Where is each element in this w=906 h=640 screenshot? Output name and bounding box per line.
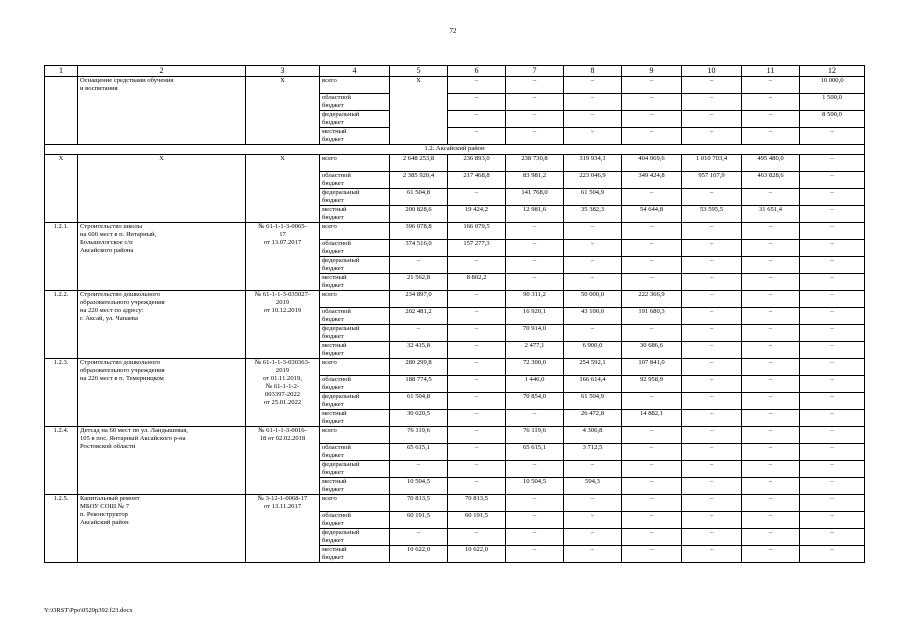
value-cell: – [564,240,622,257]
column-header: 8 [564,66,622,77]
table-row [45,223,865,240]
value-cell: – [742,393,800,410]
funding-source: местный бюджет [320,546,390,563]
value-cell: – [800,223,865,240]
value-cell: – [448,376,506,393]
value-cell: – [622,325,682,342]
value-cell: 65 615,1 [390,444,448,461]
funding-source: всего [320,291,390,308]
value-cell: – [390,529,448,546]
value-cell: 222 366,9 [622,291,682,308]
column-header: 11 [742,66,800,77]
value-cell: – [742,308,800,325]
value-cell: 141 768,0 [506,189,564,206]
value-cell: – [506,77,564,94]
funding-source: федеральный бюджет [320,325,390,342]
funding-source: всего [320,427,390,444]
value-cell: 50 000,0 [564,291,622,308]
row-number: 1.2.3. [45,359,78,427]
value-cell: – [800,308,865,325]
value-cell: 404 069,6 [622,155,682,172]
funding-source: всего [320,77,390,94]
value-cell: 61 504,8 [390,393,448,410]
table-row [45,495,865,512]
column-header: 12 [800,66,865,77]
value-cell: – [800,128,865,145]
value-cell: – [506,240,564,257]
value-cell: – [682,223,742,240]
value-cell: 10 622,0 [390,546,448,563]
value-cell: – [682,478,742,495]
value-cell: 26 472,8 [564,410,622,427]
funding-source: местный бюджет [320,206,390,223]
value-cell: – [448,359,506,376]
value-cell: – [682,257,742,274]
value-cell: – [390,325,448,342]
value-cell: 30 020,5 [390,410,448,427]
value-cell: 1 446,0 [506,376,564,393]
value-cell: – [448,189,506,206]
value-cell: – [742,342,800,359]
funding-source: федеральный бюджет [320,529,390,546]
value-cell: 957 107,9 [682,172,742,189]
value-cell: – [564,94,622,111]
value-cell: – [564,77,622,94]
value-cell: – [564,512,622,529]
page-number: 72 [449,27,457,35]
value-cell: 157 277,3 [448,240,506,257]
funding-source: федеральный бюджет [320,393,390,410]
value-cell: 12 981,6 [506,206,564,223]
value-cell: 254 592,1 [564,359,622,376]
value-cell: – [742,444,800,461]
value-cell: – [448,77,506,94]
object-name: Строительство дошкольного образовательного учреждения на 220 мест по адресу: г. Аксай, ул. Чапаева [78,291,246,359]
column-header: 5 [390,66,448,77]
value-cell: – [506,410,564,427]
value-cell: – [742,128,800,145]
value-cell: – [742,325,800,342]
funding-source: всего [320,155,390,172]
value-cell: – [682,94,742,111]
value-cell: – [682,461,742,478]
value-cell: 396 078,8 [390,223,448,240]
value-cell: – [448,444,506,461]
value-cell: – [682,376,742,393]
value-cell: 202 481,2 [390,308,448,325]
value-cell: – [742,478,800,495]
value-cell: – [742,257,800,274]
value-cell: 10 000,0 [800,77,865,94]
value-cell: 90 311,2 [506,291,564,308]
value-cell: – [800,155,865,172]
value-cell: – [742,427,800,444]
funding-source: областной бюджет [320,308,390,325]
funding-source: федеральный бюджет [320,111,390,128]
value-cell: – [682,189,742,206]
section-title: 1.2. Аксайский район [45,145,865,155]
value-cell: – [448,410,506,427]
value-cell: 191 680,3 [622,308,682,325]
object-name: Детсад на 60 мест по ул. Ландышевая, 105 в пос. Янтарный Аксайского р-на Ростовской области [78,427,246,495]
value-cell: – [622,189,682,206]
section-row [45,145,865,155]
value-cell: 61 504,9 [564,189,622,206]
funding-source: областной бюджет [320,444,390,461]
value-cell: – [800,172,865,189]
value-cell: 234 897,0 [390,291,448,308]
value-cell: 238 730,8 [506,155,564,172]
value-cell: – [742,529,800,546]
value-cell: – [506,223,564,240]
value-cell: 19 424,2 [448,206,506,223]
value-cell: – [800,189,865,206]
value-cell: – [448,291,506,308]
row-number: 1.2.5. [45,495,78,563]
value-cell: – [564,529,622,546]
value-cell: 10 504,5 [506,478,564,495]
value-cell: – [564,128,622,145]
value-cell: – [742,274,800,291]
object-name: Строительство школы на 600 мест в п. Янтарный, Большелогское с/п Аксайского района [78,223,246,291]
table-row [45,155,865,172]
value-cell: – [622,393,682,410]
document-number: № 61-1-1-3-0016- 18 от 02.02.2018 [246,427,320,495]
column-header: 1 [45,66,78,77]
value-cell: – [564,495,622,512]
value-cell: – [682,240,742,257]
value-cell: – [448,308,506,325]
value-cell: – [800,410,865,427]
funding-source: областной бюджет [320,240,390,257]
value-cell: 236 893,0 [448,155,506,172]
value-cell: – [564,461,622,478]
column-header: 6 [448,66,506,77]
value-cell: 223 046,9 [564,172,622,189]
value-cell: – [564,223,622,240]
value-cell: – [682,495,742,512]
value-cell: 3 712,5 [564,444,622,461]
funding-source: федеральный бюджет [320,189,390,206]
value-cell: – [622,529,682,546]
value-cell: – [800,495,865,512]
document-number: № 61-1-1-3-035027- 2019 от 10.12.2019 [246,291,320,359]
value-cell: 31 651,4 [742,206,800,223]
value-cell: – [622,77,682,94]
value-cell: – [800,393,865,410]
value-cell: – [506,546,564,563]
value-cell: – [622,94,682,111]
funding-source: областной бюджет [320,172,390,189]
budget-table [44,65,865,563]
value-cell: – [682,291,742,308]
value-cell: – [682,77,742,94]
value-cell: – [682,342,742,359]
value-cell: 8 802,2 [448,274,506,291]
value-cell: – [448,478,506,495]
table-row [45,359,865,376]
value-cell: – [800,325,865,342]
file-path-footer: Y:\ORST\Ppo\0529p392.f23.docx [44,607,133,614]
column-header: 2 [78,66,246,77]
value-cell: – [390,461,448,478]
value-cell: – [622,444,682,461]
value-cell: – [682,393,742,410]
object-name: Оснащение средствами обучения и воспитания [78,77,246,145]
value-cell: 70 813,5 [390,495,448,512]
value-cell: – [622,427,682,444]
value-cell: 4 306,8 [564,427,622,444]
value-cell: – [742,359,800,376]
value-cell: 374 516,0 [390,240,448,257]
value-cell: – [622,223,682,240]
value-cell: – [506,461,564,478]
value-cell: – [800,427,865,444]
value-cell: – [622,240,682,257]
value-cell: 14 882,1 [622,410,682,427]
value-cell: 319 934,1 [564,155,622,172]
value-cell: 76 119,6 [390,427,448,444]
document-number: № 61-1-1-3-030363- 2019 от 01.11.2019, № 61-1-1-2- 003397-2022 от 25.01.2022 [246,359,320,427]
value-cell: – [506,274,564,291]
value-cell: – [564,111,622,128]
value-cell: 594,3 [564,478,622,495]
value-cell: – [682,308,742,325]
column-header: 7 [506,66,564,77]
value-cell: 495 480,0 [742,155,800,172]
value-cell: – [564,257,622,274]
funding-source: всего [320,495,390,512]
value-cell: 32 415,8 [390,342,448,359]
value-cell: – [682,325,742,342]
value-cell: 10 504,5 [390,478,448,495]
value-cell: 60 191,5 [448,512,506,529]
value-cell: – [622,274,682,291]
funding-source: местный бюджет [320,478,390,495]
value-cell: – [800,240,865,257]
table-row [45,427,865,444]
value-cell: – [800,342,865,359]
value-cell: – [742,111,800,128]
value-cell: – [800,274,865,291]
value-cell: – [506,257,564,274]
value-cell: – [448,393,506,410]
value-cell: – [622,257,682,274]
funding-source: местный бюджет [320,274,390,291]
funding-source: областной бюджет [320,376,390,393]
value-cell: 16 920,1 [506,308,564,325]
value-cell: 10 622,0 [448,546,506,563]
value-cell: – [800,444,865,461]
value-cell: – [682,111,742,128]
row-number: 1.2.4. [45,427,78,495]
header-row [45,66,865,77]
value-cell: 2 648 253,8 [390,155,448,172]
value-cell: – [800,206,865,223]
value-cell: – [742,223,800,240]
value-cell: 188 774,5 [390,376,448,393]
value-cell: 200 828,6 [390,206,448,223]
row-number: 1.2.1. [45,223,78,291]
value-cell: 65 615,1 [506,444,564,461]
row-number: Х [45,155,78,223]
value-cell: – [800,291,865,308]
value-cell: – [448,111,506,128]
value-cell: Х [390,77,448,145]
value-cell: – [800,376,865,393]
value-cell: 280 299,8 [390,359,448,376]
value-cell: – [448,128,506,145]
value-cell: – [800,461,865,478]
value-cell: – [742,240,800,257]
value-cell: 21 562,8 [390,274,448,291]
object-name: Х [78,155,246,223]
value-cell: 76 119,6 [506,427,564,444]
value-cell: – [622,495,682,512]
document-number: № 3-12-1-0068-17 от 13.11.2017 [246,495,320,563]
value-cell: 2 477,1 [506,342,564,359]
value-cell: 1 500,0 [800,94,865,111]
funding-source: всего [320,359,390,376]
value-cell: – [448,257,506,274]
object-name: Капитальный ремонт МБОУ СОШ № 7 п. Реконструктор Аксайский район [78,495,246,563]
value-cell: 35 382,3 [564,206,622,223]
value-cell: – [682,359,742,376]
table-body [45,66,865,563]
value-cell: – [742,461,800,478]
value-cell: – [448,94,506,111]
value-cell: 70 854,0 [506,393,564,410]
value-cell: – [742,410,800,427]
value-cell: – [390,257,448,274]
value-cell: – [448,325,506,342]
funding-source: федеральный бюджет [320,461,390,478]
value-cell: – [800,546,865,563]
value-cell: – [742,546,800,563]
value-cell: 166 614,4 [564,376,622,393]
value-cell: 30 686,6 [622,342,682,359]
value-cell: – [742,77,800,94]
funding-source: всего [320,223,390,240]
document-number: Х [246,77,320,145]
column-header: 9 [622,66,682,77]
value-cell: 2 385 920,4 [390,172,448,189]
value-cell: – [682,410,742,427]
value-cell: 70 914,0 [506,325,564,342]
value-cell: – [800,359,865,376]
funding-source: местный бюджет [320,128,390,145]
value-cell: – [682,512,742,529]
value-cell: – [448,461,506,478]
value-cell: – [622,461,682,478]
value-cell: 107 841,0 [622,359,682,376]
value-cell: – [682,529,742,546]
value-cell: 72 300,0 [506,359,564,376]
value-cell: – [682,546,742,563]
value-cell: – [682,444,742,461]
value-cell: – [742,512,800,529]
value-cell: – [506,94,564,111]
value-cell: 1 010 703,4 [682,155,742,172]
value-cell: 61 504,9 [564,393,622,410]
object-name: Строительство дошкольного образовательного учреждения на 220 мест в п. Темерницком [78,359,246,427]
value-cell: – [800,512,865,529]
value-cell: – [622,478,682,495]
value-cell: – [622,546,682,563]
value-cell: 8 500,0 [800,111,865,128]
value-cell: 6 900,0 [564,342,622,359]
value-cell: – [800,529,865,546]
value-cell: – [622,512,682,529]
value-cell: 43 100,0 [564,308,622,325]
column-header: 4 [320,66,390,77]
table-row [45,77,865,94]
value-cell: – [564,325,622,342]
value-cell: – [800,257,865,274]
value-cell: 166 079,5 [448,223,506,240]
value-cell: – [742,376,800,393]
document-number: Х [246,155,320,223]
value-cell: 217 468,8 [448,172,506,189]
funding-source: федеральный бюджет [320,257,390,274]
value-cell: 349 424,8 [622,172,682,189]
column-header: 3 [246,66,320,77]
value-cell: 83 981,2 [506,172,564,189]
value-cell: 463 828,6 [742,172,800,189]
value-cell: – [742,495,800,512]
value-cell: – [742,94,800,111]
table-row [45,291,865,308]
value-cell: – [564,546,622,563]
funding-source: областной бюджет [320,512,390,529]
value-cell: – [448,342,506,359]
value-cell: – [506,111,564,128]
value-cell: 54 644,8 [622,206,682,223]
value-cell: 53 595,5 [682,206,742,223]
value-cell: – [506,529,564,546]
document-number: № 61-1-1-3-0065- 17 от 13.07.2017 [246,223,320,291]
funding-source: местный бюджет [320,410,390,427]
value-cell: – [448,427,506,444]
column-header: 10 [682,66,742,77]
value-cell: – [682,128,742,145]
value-cell: – [622,111,682,128]
value-cell: – [564,274,622,291]
value-cell: – [800,478,865,495]
value-cell: – [682,427,742,444]
value-cell: – [742,291,800,308]
row-number: 1.2.2. [45,291,78,359]
row-number [45,77,78,145]
value-cell: 61 504,8 [390,189,448,206]
funding-source: областной бюджет [320,94,390,111]
value-cell: 70 813,5 [448,495,506,512]
value-cell: – [506,495,564,512]
value-cell: – [742,189,800,206]
value-cell: – [682,274,742,291]
value-cell: 92 958,9 [622,376,682,393]
value-cell: 60 191,5 [390,512,448,529]
value-cell: – [622,128,682,145]
funding-source: местный бюджет [320,342,390,359]
value-cell: – [448,529,506,546]
value-cell: – [506,512,564,529]
value-cell: – [506,128,564,145]
